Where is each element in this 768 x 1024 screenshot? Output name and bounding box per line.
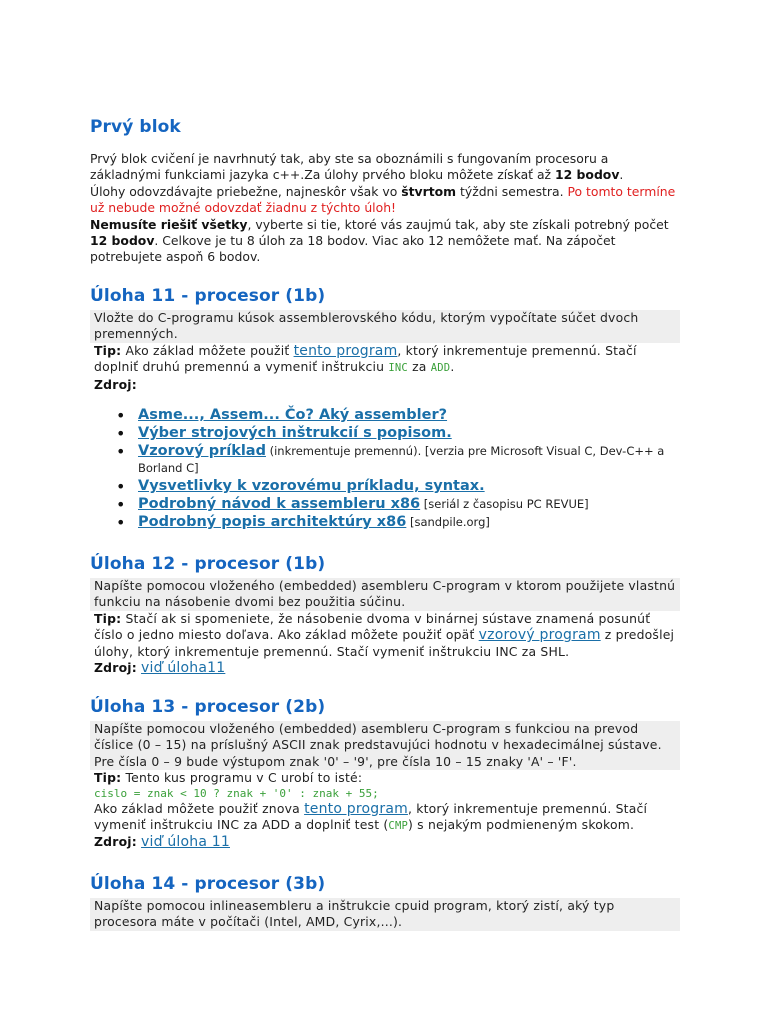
list-item <box>138 407 680 424</box>
intro-text-3: , vyberte si tie, ktoré vás zaujmú tak, aby ste získali potrebný počet <box>247 216 669 232</box>
task-13-source <box>90 834 680 850</box>
link-explanations[interactable]: Vysvetlivky k vzorovému príkladu, syntax. <box>138 478 485 495</box>
task-13-tip <box>90 770 680 786</box>
intro-text-2-end: týždni semestra. <box>456 183 568 199</box>
task-12-tip <box>90 611 680 660</box>
task-13-tip-text-2: Ako základ môžete použiť znova <box>94 800 305 816</box>
intro-text-1: Prvý blok cvičení je navrhnutý tak, aby ste sa oboznámili s fungovaním procesoru a základnými funkciami jazyka c++.Za úlohy prvého bloku môžete získať až <box>90 151 609 183</box>
list-item <box>138 514 680 531</box>
task-13-source-label: Zdroj: <box>94 834 137 850</box>
task-12-source-label: Zdroj: <box>94 660 137 676</box>
list-item <box>138 478 680 495</box>
task-12-tip-text-2: z predošlej úlohy, ktorý inkrementuje premennú. Stačí vymeniť inštrukciu INC za SHL. <box>94 627 675 659</box>
task-12-source-link[interactable]: viď úloha11 <box>141 660 226 677</box>
link-note: [seriál z časopisu PC REVUE] <box>420 497 589 512</box>
list-item <box>138 443 680 477</box>
list-item <box>138 496 680 513</box>
task-11-description: Vložte do C-programu kúsok assemblerovského kódu, ktorým vypočítate súčet dvoch premenných. <box>90 310 680 343</box>
task-13-program-link[interactable]: tento program <box>304 800 408 817</box>
task-11-tip-text-3: za <box>407 359 431 375</box>
task-11-program-link[interactable]: tento program <box>293 342 398 359</box>
task-14 <box>90 874 680 931</box>
task-14-heading: Úloha 14 - procesor (3b) <box>90 874 326 894</box>
link-instructions[interactable]: Výber strojových inštrukcií s popisom. <box>138 425 452 442</box>
intro-paragraph <box>90 151 680 266</box>
intro-deadline-warning: Po tomto termíne už nebude možné odovzdať žiadnu z týchto úloh! <box>90 183 676 216</box>
task-13-tip-text: Tento kus programu v C urobí to isté: <box>121 770 363 786</box>
task-13-tip-2 <box>90 801 680 835</box>
task-12-source <box>90 660 680 676</box>
task-13-description: Napíšte pomocou vloženého (embedded) asembleru C-program s funkciou na prevod číslice (0 – 15) na príslušný ASCII znak predstavujúci hodnotu v hexadecimálnej sústave. Pre čísla 0 – 9 bude výstupom znak '0' – '9', pre čísla 10 – 15 znaky 'A' – 'F'. <box>90 721 680 770</box>
task-13 <box>90 697 680 851</box>
task-13-tip-label: Tip: <box>94 770 122 786</box>
list-item <box>138 425 680 442</box>
link-guide[interactable]: Podrobný návod k assembleru x86 <box>138 496 421 513</box>
intro-heading: Prvý blok <box>90 117 181 137</box>
code-cmp: CMP <box>388 820 408 833</box>
link-asme[interactable]: Asme..., Assem... Čo? Aký assembler? <box>138 407 448 424</box>
intro-text-2: Úlohy odovzdávajte priebežne, najneskôr však vo <box>90 183 402 199</box>
intro-bold-points-2: 12 bodov <box>90 233 155 249</box>
link-note: [sandpile.org] <box>406 515 490 530</box>
task-11-tip-text: Ako základ môžete použiť <box>121 342 294 358</box>
code-add: ADD <box>430 362 451 375</box>
task-11-tip-text-2: , ktorý inkrementuje premennú. Stačí doplniť druhú premennú a vymeniť inštrukciu <box>94 342 637 375</box>
intro-bold-week: štvrtom <box>401 183 457 199</box>
task-12-tip-label: Tip: <box>94 610 122 626</box>
intro-bold-not-all: Nemusíte riešiť všetky <box>90 216 248 232</box>
task-12-description: Napíšte pomocou vloženého (embedded) asembleru C-program v ktorom použijete vlastnú funkciu na násobenie dvomi bez použitia súčinu. <box>90 578 680 611</box>
task-13-heading: Úloha 13 - procesor (2b) <box>90 697 326 717</box>
intro-text-1-end: . <box>619 167 624 183</box>
intro-bold-points: 12 bodov <box>555 167 620 183</box>
task-13-code-sample: cislo = znak < 10 ? znak + '0' : znak + 55; <box>94 786 379 800</box>
task-13-tip-text-3: , ktorý inkrementuje premennú. Stačí vymeniť inštrukciu INC za ADD a doplniť test ( <box>94 800 648 833</box>
code-inc: INC <box>388 362 408 375</box>
task-12-heading: Úloha 12 - procesor (1b) <box>90 554 326 574</box>
task-11-heading: Úloha 11 - procesor (1b) <box>90 286 326 306</box>
task-11-source <box>90 377 680 393</box>
task-11-source-label: Zdroj: <box>94 376 137 392</box>
task-13-tip-text-4: ) s nejakým podmieneným skokom. <box>408 817 635 833</box>
task-14-description: Napíšte pomocou inlineasembleru a inštrukcie cpuid program, ktorý zistí, aký typ procesora máte v počítači (Intel, AMD, Cyrix,...). <box>90 898 680 931</box>
task-11 <box>90 286 680 532</box>
task-12-tip-text: Stačí ak si spomeniete, že násobenie dvoma v binárnej sústave znamená posunúť číslo o jedno miesto doľava. Ako základ môžete použiť opäť <box>94 610 651 643</box>
task-12 <box>90 554 680 676</box>
intro-text-3-end: . Celkove je tu 8 úloh za 18 bodov. Viac ako 12 nemôžete mať. Na zápočet potrebujete aspoň 6 bodov. <box>90 233 616 265</box>
task-11-tip <box>90 343 680 377</box>
task-11-link-list <box>90 407 680 531</box>
task-11-tip-text-4: . <box>450 359 455 375</box>
link-architecture[interactable]: Podrobný popis architektúry x86 <box>138 514 407 531</box>
task-13-source-link[interactable]: viď úloha 11 <box>141 834 230 851</box>
link-sample[interactable]: Vzorový príklad <box>138 443 266 460</box>
task-11-tip-label: Tip: <box>94 342 122 358</box>
link-note: (inkrementuje premennú). [verzia pre Microsoft Visual C, Dev-C++ a Borland C] <box>138 444 665 476</box>
task-12-program-link[interactable]: vzorový program <box>478 627 601 644</box>
